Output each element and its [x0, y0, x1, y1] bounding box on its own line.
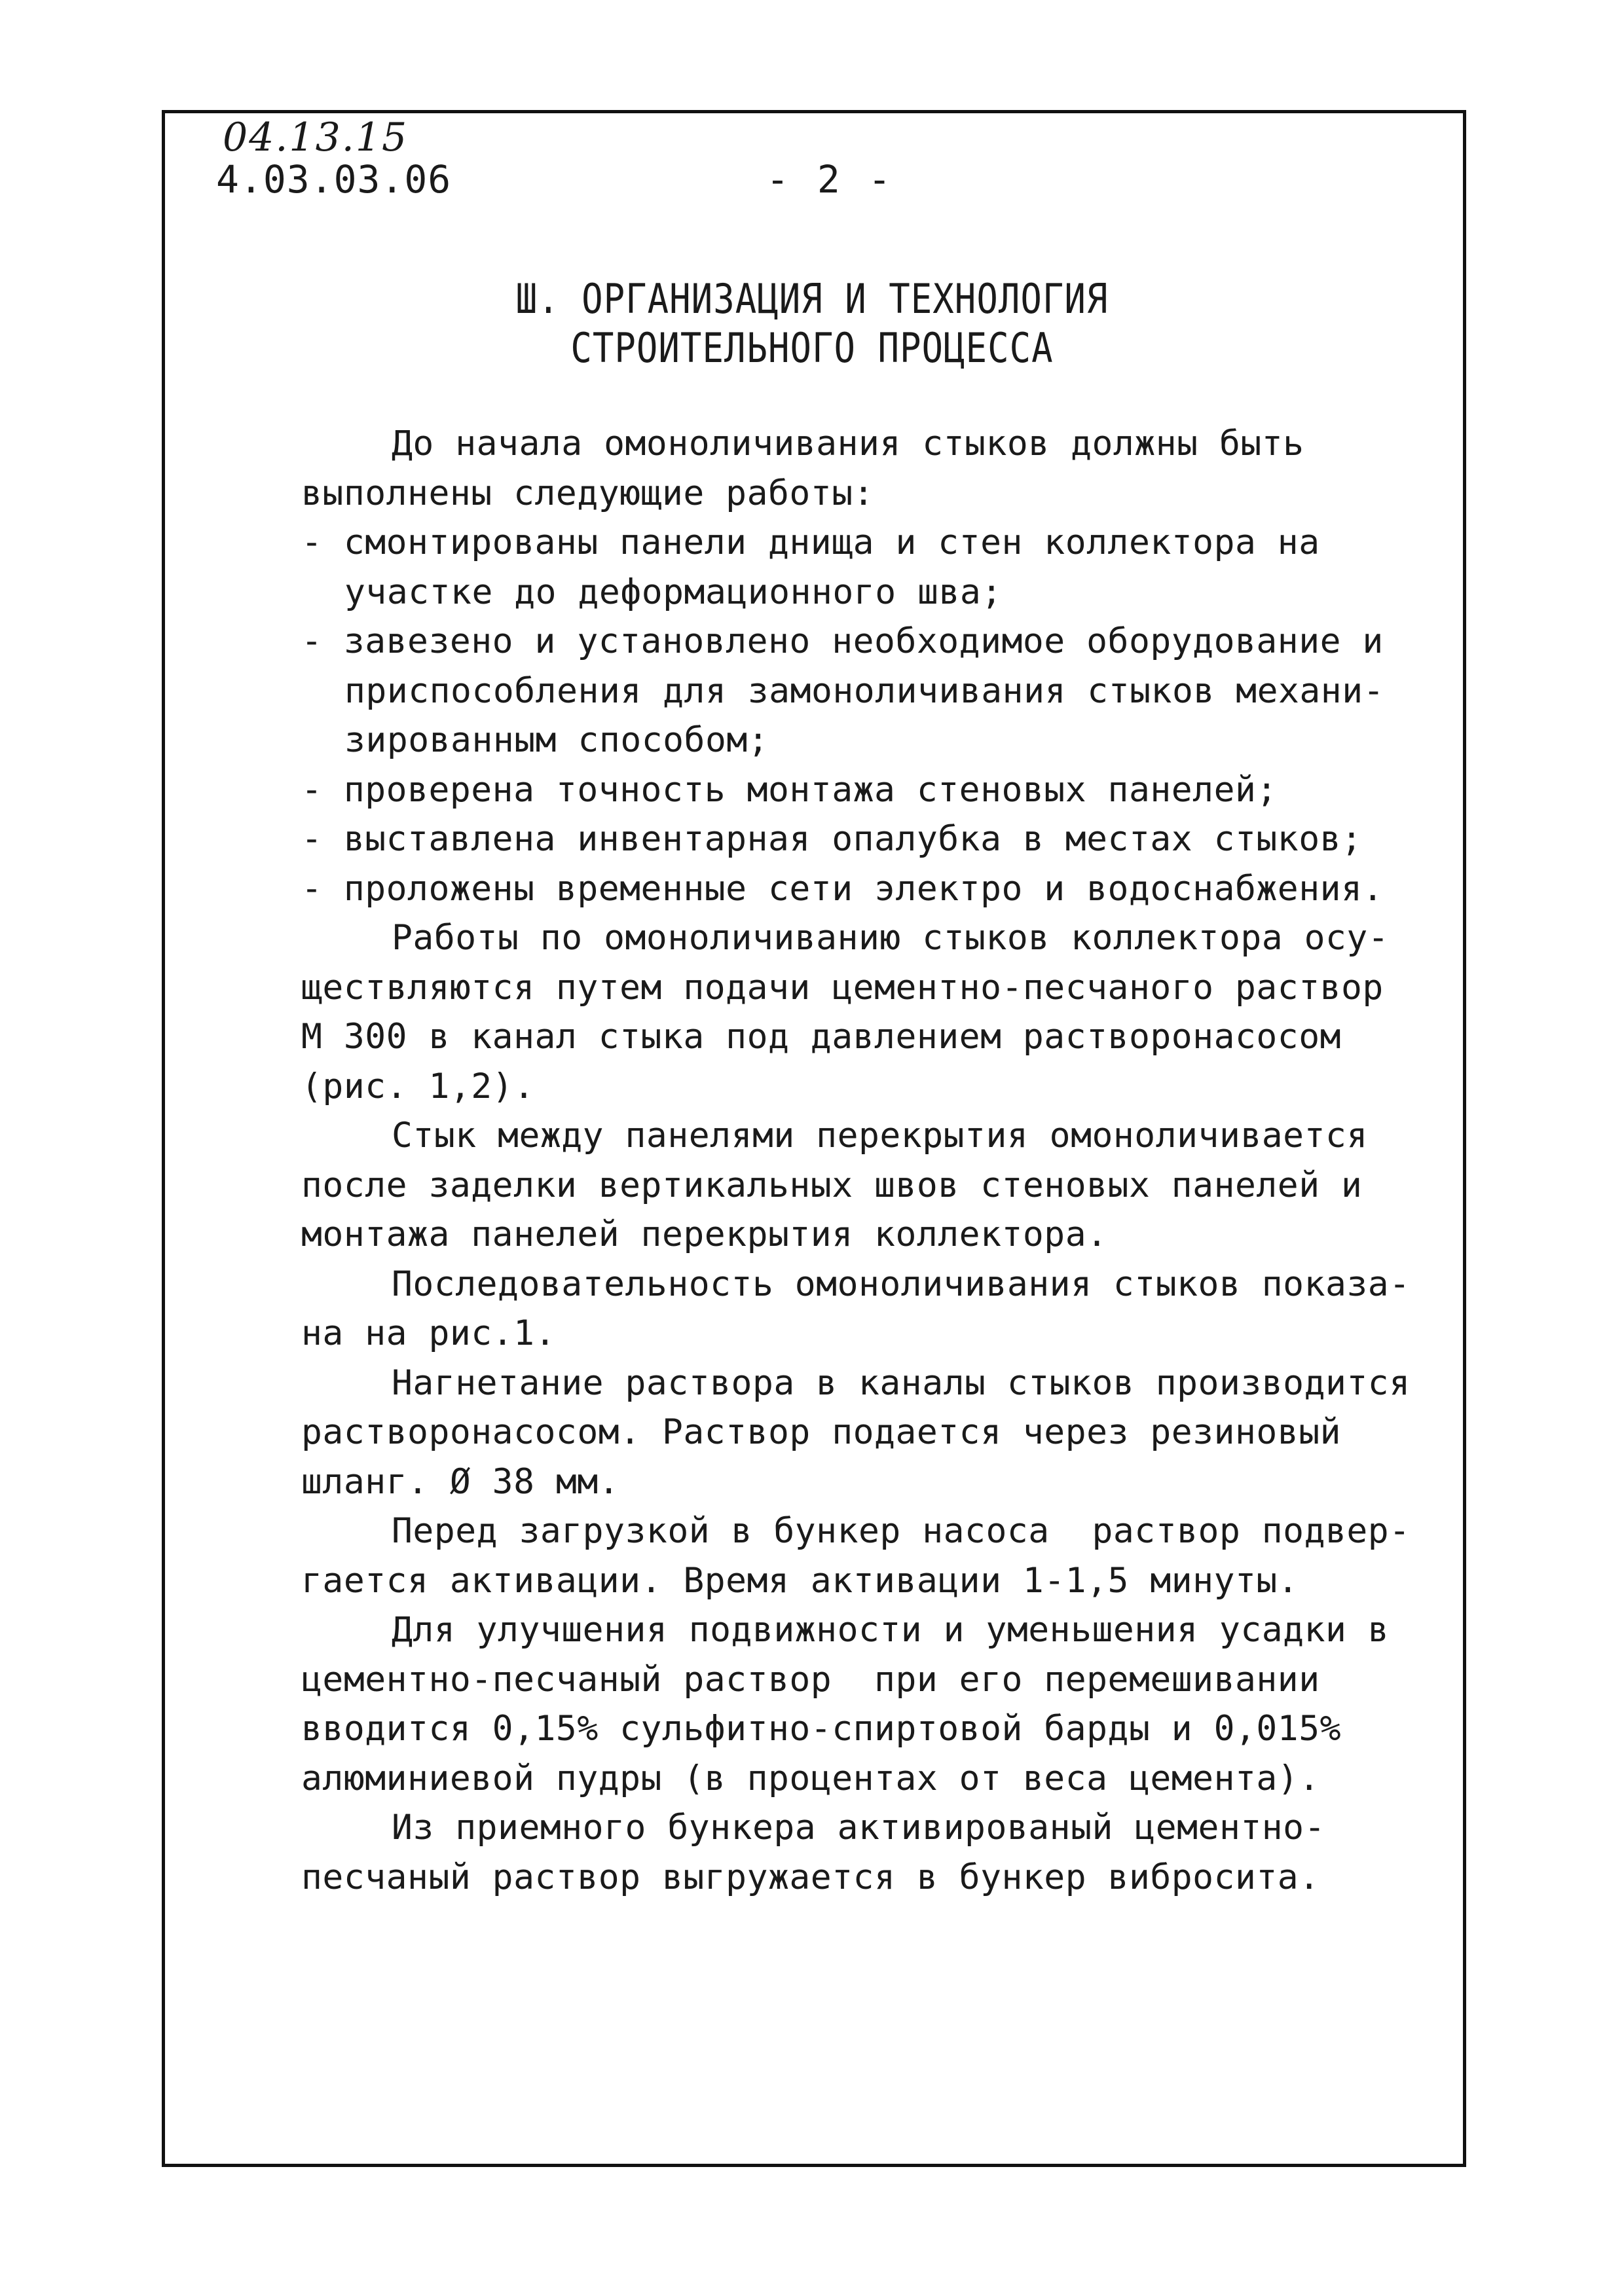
text-line: Последовательность омоноличивания стыков показа-	[392, 1264, 1411, 1304]
section-title-line-2: СТРОИТЕЛЬНОГО ПРОЦЕССА	[570, 324, 1054, 372]
document-code: 4.03.03.06	[216, 157, 452, 202]
text-line: алюминиевой пудры (в процентах от веса цемента).	[301, 1758, 1320, 1798]
text-line: вводится 0,15% сульфитно-спиртовой барды и 0,015%	[301, 1709, 1342, 1749]
list-item: - выставлена инвентарная опалубка в местах стыков;	[301, 819, 1363, 859]
text-line: Работы по омоноличиванию стыков коллектора осу-	[392, 918, 1390, 958]
text-line: шланг. Ø 38 мм.	[301, 1461, 620, 1502]
list-item: - завезено и установлено необходимое оборудование и	[301, 621, 1384, 661]
text-line: цементно-песчаный раствор при его перемешивании	[301, 1659, 1320, 1700]
section-title-line-1: Ш. ОРГАНИЗАЦИЯ И ТЕХНОЛОГИЯ	[515, 275, 1109, 323]
text-line: До начала омоноличивания стыков должны быть	[392, 424, 1304, 464]
text-line: Перед загрузкой в бункер насоса раствор подвер-	[392, 1511, 1411, 1551]
text-line: гается активации. Время активации 1-1,5 минуты.	[301, 1560, 1299, 1601]
list-item: - проверена точность монтажа стеновых панелей;	[301, 769, 1278, 810]
text-line: песчаный раствор выгружается в бункер вибросита.	[301, 1857, 1320, 1897]
text-line: Для улучшения подвижности и уменьшения усадки в	[392, 1610, 1390, 1650]
text-line: на на рис.1.	[301, 1313, 556, 1353]
text-line: после заделки вертикальных швов стеновых панелей и	[301, 1165, 1363, 1205]
text-line: монтажа панелей перекрытия коллектора.	[301, 1214, 1108, 1254]
list-item-continuation: приспособления для замоноличивания стыков механи-	[344, 670, 1385, 711]
list-item-continuation: участке до деформационного шва;	[344, 572, 1003, 612]
text-line: ществляются путем подачи цементно-песчаного раствор	[301, 967, 1384, 1008]
text-line: М 300 в канал стыка под давлением растворонасосом	[301, 1017, 1342, 1057]
list-item: - проложены временные сети электро и водоснабжения.	[301, 868, 1384, 909]
handwritten-code: 04.13.15	[223, 115, 409, 160]
text-line: (рис. 1,2).	[301, 1066, 535, 1106]
text-line: растворонасосом. Раствор подается через резиновый	[301, 1412, 1342, 1452]
body-text	[301, 419, 1467, 1902]
text-line: Нагнетание раствора в каналы стыков производится	[392, 1362, 1411, 1403]
list-item: - смонтированы панели днища и стен коллектора на	[301, 522, 1320, 562]
list-item-continuation: зированным способом;	[344, 720, 769, 760]
text-line: Стык между панелями перекрытия омоноличивается	[392, 1116, 1368, 1156]
page-number: - 2 -	[766, 157, 894, 202]
text-line: выполнены следующие работы:	[301, 473, 875, 513]
text-line: Из приемного бункера активированый цементно-	[392, 1808, 1325, 1848]
